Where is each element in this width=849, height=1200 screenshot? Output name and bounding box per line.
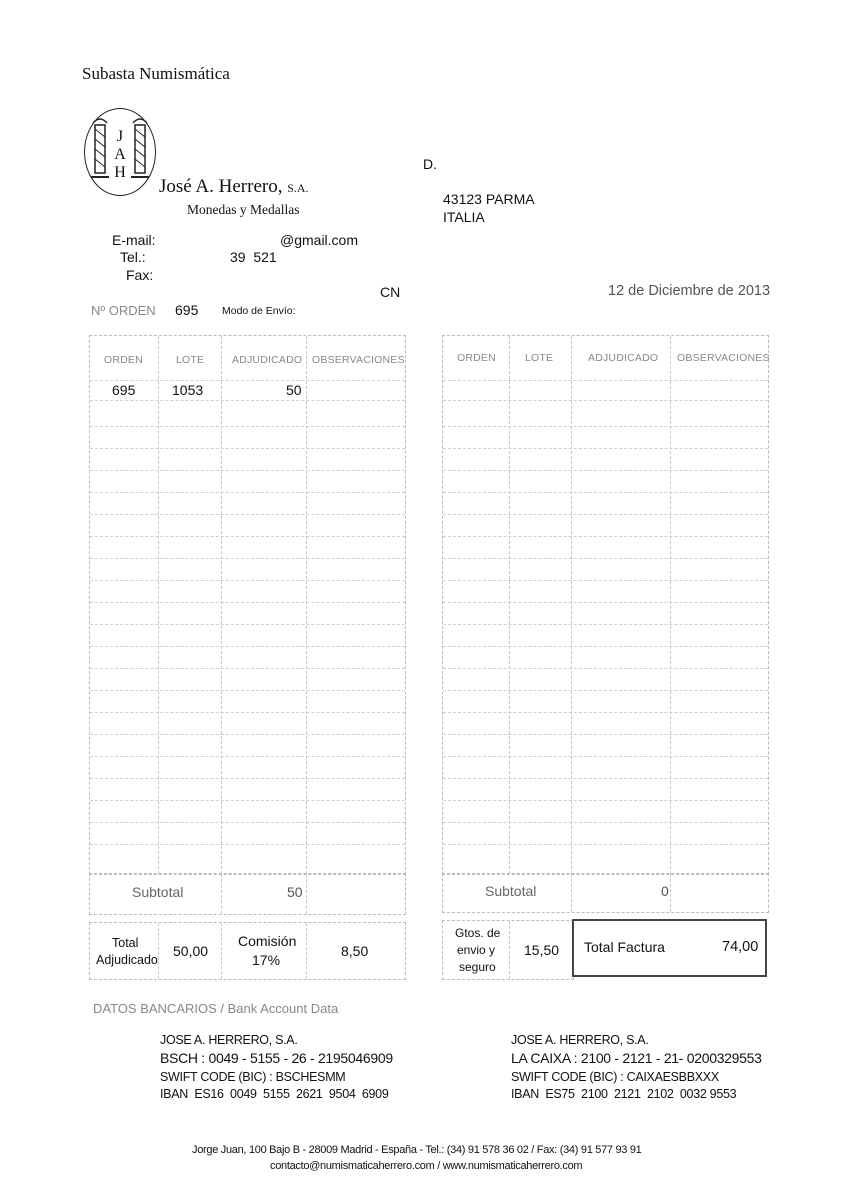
bank-left-swift: SWIFT CODE (BIC) : BSCHESMM [160, 1070, 346, 1084]
bank-right-holder: JOSE A. HERRERO, S.A. [511, 1033, 649, 1047]
company-suffix: S.A. [287, 181, 309, 195]
left-subtotal-value: 50 [287, 884, 303, 900]
total-adjudicado-label-line2: Adjudicado [96, 953, 158, 967]
logo-emblem-icon [85, 109, 155, 195]
svg-text:J: J [116, 128, 124, 145]
left-row-1-orden: 695 [112, 382, 136, 398]
svg-text:A: A [114, 146, 126, 163]
invoice-date: 12 de Diciembre de 2013 [608, 283, 771, 299]
right-col-header-adjudicado: ADJUDICADO [588, 352, 659, 364]
left-lots-table [89, 335, 406, 875]
fax-label: Fax: [126, 267, 154, 283]
bank-left-account: BSCH : 0049 - 5155 - 26 - 2195046909 [160, 1050, 393, 1066]
email-label: E-mail: [112, 232, 156, 248]
recipient-country: ITALIA [443, 209, 485, 225]
right-subtotal-label: Subtotal [485, 883, 537, 899]
bank-left-iban: IBAN ES16 0049 5155 2621 9504 6909 [160, 1087, 389, 1101]
gastos-label-line3: seguro [459, 960, 496, 974]
email-value: @gmail.com [280, 232, 359, 248]
recipient-postal-city: 43123 PARMA [443, 191, 535, 207]
right-col-header-observaciones: OBSERVACIONES [677, 352, 770, 364]
gastos-label-line1: Gtos. de [455, 926, 501, 940]
right-subtotal-value: 0 [661, 883, 669, 899]
left-row-1-lote: 1053 [172, 382, 204, 398]
cn-code: CN [380, 284, 401, 300]
total-factura-label: Total Factura [584, 939, 665, 955]
footer-address: Jorge Juan, 100 Bajo B - 28009 Madrid - España - Tel.: (34) 91 578 36 02 / Fax: (34) 91 577 93 91 [192, 1144, 642, 1156]
tel-label: Tel.: [120, 249, 146, 265]
comision-value: 8,50 [341, 943, 369, 959]
left-col-header-adjudicado: ADJUDICADO [232, 354, 303, 366]
right-lots-table [442, 335, 769, 875]
company-name-text: José A. Herrero, [159, 176, 283, 197]
total-adjudicado-value: 50,00 [173, 943, 209, 959]
comision-rate: 17% [252, 952, 281, 968]
left-col-header-orden: ORDEN [104, 354, 143, 366]
company-logo [84, 108, 156, 196]
auction-title: Subasta Numismática [82, 64, 230, 83]
total-adjudicado-label-line1: Total [112, 936, 139, 950]
left-row-1-adjudicado: 50 [286, 382, 302, 398]
bank-right-iban: IBAN ES75 2100 2121 2102 0032 9553 [511, 1087, 737, 1101]
gastos-value: 15,50 [524, 942, 560, 958]
left-col-header-lote: LOTE [176, 354, 205, 366]
gastos-label-line2: envio y [457, 943, 496, 957]
footer-web: contacto@numismaticaherrero.com / www.numismaticaherrero.com [270, 1160, 583, 1172]
company-name [159, 176, 309, 198]
right-col-header-lote: LOTE [525, 352, 554, 364]
bank-section-label: DATOS BANCARIOS / Bank Account Data [93, 1001, 339, 1016]
recipient-d-label: D. [423, 156, 437, 172]
left-subtotal-label: Subtotal [132, 884, 184, 900]
svg-text:H: H [114, 164, 126, 181]
bank-right-account: LA CAIXA : 2100 - 2121 - 21- 0200329553 [511, 1050, 762, 1066]
order-number-value: 695 [175, 302, 199, 318]
shipping-mode-label: Modo de Envío: [222, 305, 296, 317]
total-factura-value: 74,00 [722, 939, 759, 955]
company-tagline: Monedas y Medallas [187, 202, 300, 217]
bank-left-holder: JOSE A. HERRERO, S.A. [160, 1033, 298, 1047]
tel-value: 39 521 [230, 249, 277, 265]
left-col-header-observaciones: OBSERVACIONES [312, 354, 405, 366]
order-number-label: Nº ORDEN [91, 303, 156, 318]
bank-right-swift: SWIFT CODE (BIC) : CAIXAESBBXXX [511, 1070, 719, 1084]
right-col-header-orden: ORDEN [457, 352, 496, 364]
comision-label: Comisión [238, 933, 297, 949]
